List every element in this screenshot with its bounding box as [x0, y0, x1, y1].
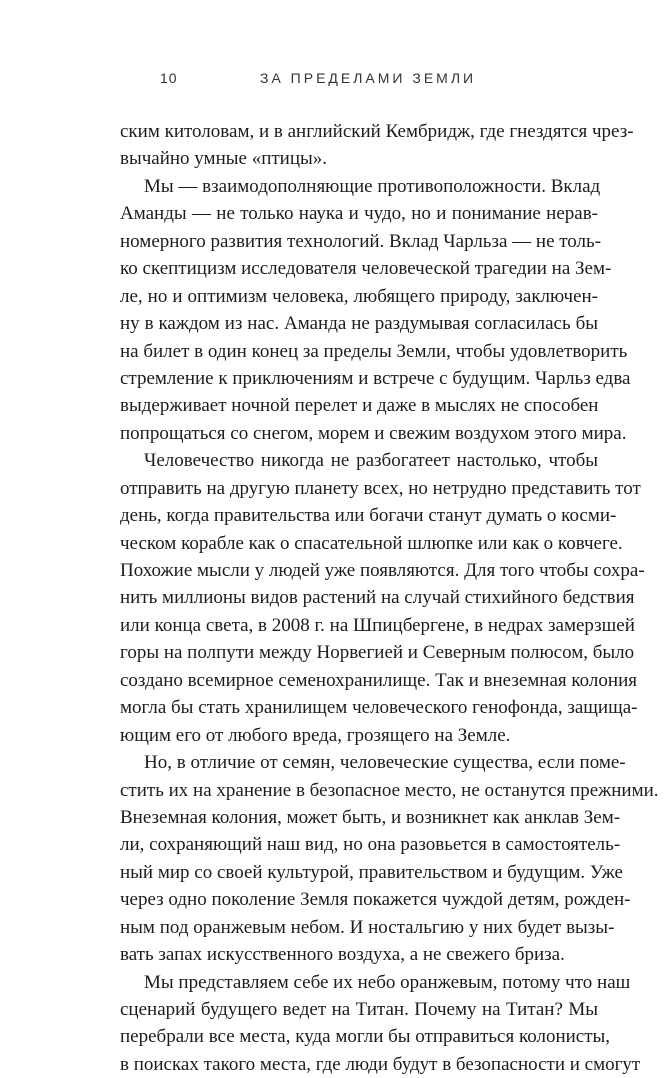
text-line: или конца света, в 2008 г. на Шпицбергене, в недрах замерзшей: [120, 614, 635, 636]
text-line: Но, в отличие от семян, человеческие существа, если помe-: [144, 752, 626, 774]
text-line: нить миллионы видов растений на случай стихийного бедствия: [120, 587, 635, 609]
text-line: Аманды — не только наука и чудо, но и понимание нерав-: [120, 203, 598, 225]
text-line: в поисках такого места, где люди будут в безопасности и смогут: [120, 1053, 641, 1075]
text-line: горы на полпути между Норвегией и Северным полюсом, было: [120, 642, 635, 664]
text-line: стремление к приключениям и встрече с будущим. Чарльз едва: [120, 367, 631, 389]
text-line: создано всемирное семенохранилище. Так и внеземная колония: [120, 669, 637, 691]
text-line: Мы представляем себе их небо оранжевым, потому что наш: [144, 971, 631, 993]
text-line: ный мир со своей культурой, правительством и будущим. Уже: [120, 861, 623, 883]
text-line: выдерживает ночной перелет и даже в мыслях не способен: [120, 395, 599, 417]
text-line: через одно поколение Земля покажется чуждой детям, рожден-: [120, 889, 631, 911]
text-line: день, когда правительства или богачи станут думать о косми-: [120, 505, 617, 527]
page-header: [0, 70, 664, 92]
text-line: попрощаться со снегом, морем и свежим воздухом этого мира.: [120, 422, 627, 444]
text-line: ли, сохраняющий наш вид, но она разовьется в самостоятель-: [120, 834, 621, 856]
text-line: сценарий будущего ведет на Титан. Почему на Титан? Мы: [120, 999, 598, 1020]
text-line: Мы — взаимодополняющие противоположности. Вклад: [144, 175, 601, 197]
text-line: ским китоловам, и в английский Кембридж, где гнездятся чрез-: [120, 121, 634, 142]
text-line: ко скептицизм исследователя человеческой трагедии на Зем-: [120, 258, 612, 280]
text-line: ле, но и оптимизм человека, любящего природу, заключен-: [120, 285, 598, 307]
text-line: на билет в один конец за пределы Земли, чтобы удовлетворить: [120, 340, 628, 362]
text-line: могла бы стать хранилищем человеческого генофонда, защища-: [120, 697, 638, 719]
page-number: 10: [160, 70, 178, 86]
text-line: Человечество никогда не разбогатеет настолько, чтобы: [144, 450, 598, 472]
text-line: перебрали все места, куда могли бы отправиться колонисты,: [120, 1026, 611, 1048]
text-line: ну в каждом из нас. Аманда не раздумывая согласилась бы: [120, 313, 598, 335]
text-line: отправить на другую планету всех, но нетрудно представить тот: [120, 477, 641, 499]
running-title: ЗА ПРЕДЕЛАМИ ЗЕМЛИ: [260, 70, 477, 86]
text-line: стить их на хранение в безопасное место, не останутся прежними.: [120, 779, 659, 801]
text-line: Похожие мысли у людей уже появляются. Для того чтобы сохра-: [120, 560, 645, 581]
text-line: номерного развития технологий. Вклад Чарльза — не толь-: [120, 230, 602, 252]
text-line: ющим его от любого вреда, грозящего на Земле.: [120, 724, 511, 746]
text-line: ческом корабле как о спасательной шлюпке или как о ковчеге.: [120, 532, 623, 554]
text-line: вать запах искусственного воздуха, а не свежего бриза.: [120, 944, 565, 966]
text-line: вычайно умные «птицы».: [120, 148, 328, 170]
text-line: Внеземная колония, может быть, и возникнет как анклав Зем-: [120, 806, 621, 828]
body-text: [120, 118, 659, 1078]
text-line: ным под оранжевым небом. И ностальгию у них будет вызы-: [120, 916, 615, 938]
